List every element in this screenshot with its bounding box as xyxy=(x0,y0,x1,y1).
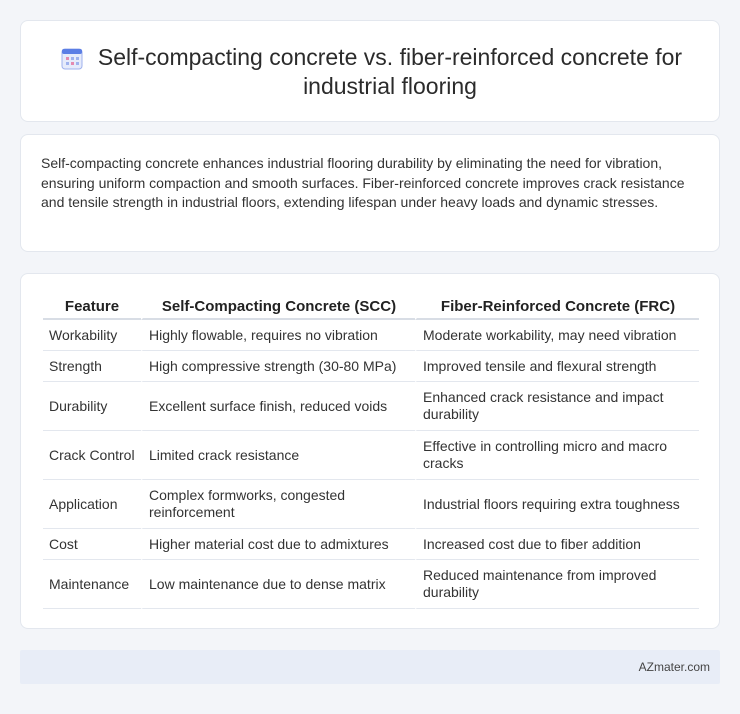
scc-cell: Limited crack resistance xyxy=(141,431,415,480)
table-row xyxy=(43,351,699,382)
frc-cell: Moderate workability, may need vibration xyxy=(415,320,699,351)
frc-cell: Improved tensile and flexural strength xyxy=(415,351,699,382)
comparison-table xyxy=(43,294,699,609)
table-row xyxy=(43,560,699,609)
table-row xyxy=(43,431,699,480)
scc-cell: Highly flowable, requires no vibration xyxy=(141,320,415,351)
feature-cell: Maintenance xyxy=(43,560,141,609)
frc-cell: Effective in controlling micro and macro cracks xyxy=(415,431,699,480)
header-scc: Self-Compacting Concrete (SCC) xyxy=(141,294,415,320)
footer-bar xyxy=(20,650,720,684)
feature-cell: Cost xyxy=(43,529,141,560)
frc-cell: Enhanced crack resistance and impact durability xyxy=(415,382,699,431)
table-header-row xyxy=(43,294,699,320)
scc-cell: Complex formworks, congested reinforcement xyxy=(141,480,415,529)
scc-cell: High compressive strength (30-80 MPa) xyxy=(141,351,415,382)
page-title: Self-compacting concrete vs. fiber-reinforced concrete for industrial flooring xyxy=(97,44,683,99)
feature-cell: Durability xyxy=(43,382,141,431)
header-feature: Feature xyxy=(43,294,141,320)
table-row xyxy=(43,382,699,431)
feature-cell: Application xyxy=(43,480,141,529)
summary-paragraph: Self-compacting concrete enhances industrial flooring durability by eliminating the need for vibration, ensuring uniform compaction and smooth surfaces. Fiber-reinforced concrete improves crack resistance and tensile strength in industrial floors, extending lifespan under heavy loads and dynamic stresses. xyxy=(41,155,685,210)
title-card xyxy=(20,20,720,122)
comparison-card xyxy=(20,273,720,629)
frc-cell: Reduced maintenance from improved durability xyxy=(415,560,699,609)
table-row xyxy=(43,320,699,351)
feature-cell: Workability xyxy=(43,320,141,351)
scc-cell: Low maintenance due to dense matrix xyxy=(141,560,415,609)
summary-card xyxy=(20,134,720,252)
frc-cell: Increased cost due to fiber addition xyxy=(415,529,699,560)
table-row xyxy=(43,480,699,529)
feature-cell: Strength xyxy=(43,351,141,382)
header-frc: Fiber-Reinforced Concrete (FRC) xyxy=(415,294,699,320)
footer-brand: AZmater.com xyxy=(638,660,710,674)
scc-cell: Higher material cost due to admixtures xyxy=(141,529,415,560)
scc-cell: Excellent surface finish, reduced voids xyxy=(141,382,415,431)
table-row xyxy=(43,529,699,560)
feature-cell: Crack Control xyxy=(43,431,141,480)
frc-cell: Industrial floors requiring extra toughness xyxy=(415,480,699,529)
